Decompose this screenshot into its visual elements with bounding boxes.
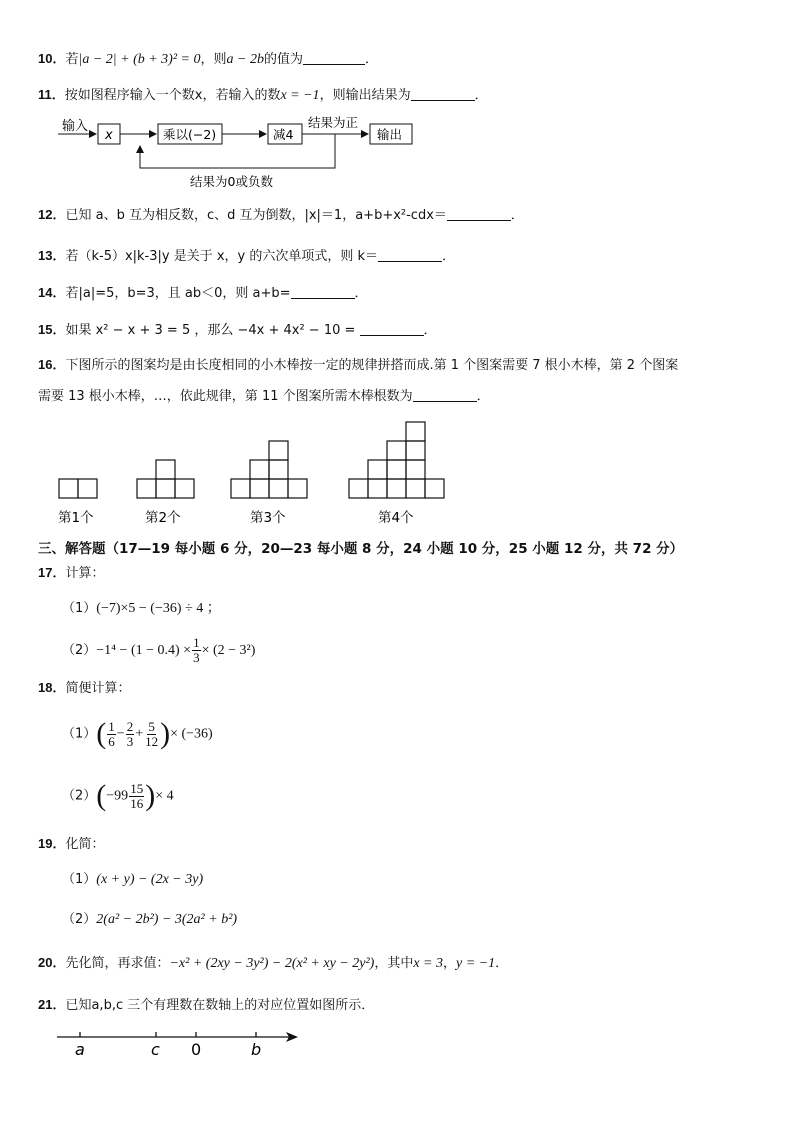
answer-blank	[378, 261, 442, 262]
q18-expr-1-tail: × (−36)	[170, 726, 213, 742]
flow-loop-label: 结果为0或负数	[190, 174, 273, 189]
q18-part-1: （1）( $\frac{1}{6}$ − $\frac{2}{3}$ + $\frac{5}{12}$ )× (−36)	[62, 717, 213, 750]
q11-condition: x = −1	[280, 88, 320, 103]
q17-expr-2a: −1⁴ − (1 − 0.4) ×	[96, 643, 192, 658]
pattern-1	[59, 479, 97, 498]
number-line-b: b	[251, 1040, 262, 1059]
q20-y-value: y = −1	[456, 956, 496, 971]
question-number: 16．	[38, 357, 66, 372]
q20-x-value: x = 3	[413, 956, 444, 971]
answer-blank	[413, 401, 477, 402]
q15-end: ．	[423, 323, 437, 338]
question-12	[38, 205, 524, 226]
q11-post: ，则输出结果为	[319, 88, 411, 103]
q18-expr-2-tail: × 4	[155, 788, 174, 804]
part-label: （2）	[62, 912, 97, 927]
section-heading: 三、解答题（17—19 每小题 6 分，20—23 每小题 8 分，24 小题 10 分，25 小题 12 分，共 72 分）	[38, 541, 684, 557]
question-number: 20．	[38, 955, 66, 970]
q12-end: ．	[510, 208, 524, 223]
number-line-zero: 0	[191, 1040, 202, 1059]
q16-line1: 下图所示的图案均是由长度相同的小木棒按一定的规律拼搭而成.第 1 个图案需要 7 根小木棒，第 2 个图案	[65, 358, 679, 373]
q20-text: 先化简，再求值：	[65, 956, 170, 971]
pattern-1-label: 第1个	[58, 510, 94, 526]
part-label: （1）	[62, 726, 97, 742]
question-18	[38, 678, 130, 699]
q10-end: ．	[364, 52, 378, 67]
q17-part-1	[62, 599, 221, 619]
question-20	[38, 953, 508, 974]
answer-blank	[303, 64, 365, 65]
part-label: （2）	[62, 643, 97, 658]
flow-x-label: x	[105, 128, 113, 143]
stick-patterns	[0, 415, 470, 530]
part-label: （1）	[62, 872, 97, 887]
q19-part-1	[62, 870, 203, 890]
q12-text: 已知 a、b 互为相反数，c、d 互为倒数，|x|＝1，a+b+x²-cdx＝	[65, 208, 447, 223]
pattern-2-label: 第2个	[145, 510, 181, 526]
q10-expression: |a − 2| + (b + 3)² = 0	[78, 52, 201, 67]
question-15	[38, 320, 437, 341]
question-number: 15．	[38, 322, 66, 337]
part-label: （2）	[62, 788, 97, 804]
q10-post: 的值为	[263, 52, 303, 67]
question-number: 12．	[38, 207, 66, 222]
q14-text: 若|a|=5，b=3，且 ab＜0，则 a+b=	[65, 286, 291, 301]
q17-expr-2b: × (2 − 3²)	[201, 643, 256, 658]
q14-end: ．	[354, 286, 368, 301]
question-number: 18．	[38, 680, 66, 695]
answer-blank	[411, 100, 475, 101]
question-14	[38, 283, 368, 304]
q20-post: ，其中	[374, 956, 414, 971]
pattern-4	[349, 422, 444, 498]
q16-end: ．	[476, 389, 490, 404]
question-number: 13．	[38, 248, 66, 263]
question-number: 10．	[38, 51, 66, 66]
question-number: 19．	[38, 836, 66, 851]
q19-expr-2: 2(a² − 2b²) − 3(2a² + b²)	[96, 912, 238, 927]
pattern-3-label: 第3个	[250, 510, 286, 526]
q18-part-2: （2）(−99 $\frac{15}{16}$ )× 4	[62, 779, 174, 812]
q18-title: 简便计算：	[65, 681, 131, 696]
q16-line2: 需要 13 根小木棒，…，依此规律，第 11 个图案所需木棒根数为	[38, 389, 413, 404]
question-21	[38, 995, 374, 1016]
flow-minus-label: 减4	[273, 127, 294, 142]
flow-input-label: 输入	[62, 119, 89, 134]
question-11	[38, 85, 488, 106]
question-number: 14．	[38, 285, 66, 300]
question-16-line1	[38, 355, 678, 376]
question-10	[38, 49, 378, 70]
fraction-one-third: $\frac{1}{3}$	[193, 635, 200, 665]
q11-text: 按如图程序输入一个数x，若输入的数	[64, 88, 281, 103]
flow-positive-label: 结果为正	[308, 115, 359, 130]
part-label: （1）	[62, 601, 97, 616]
question-16-line2	[38, 387, 490, 407]
q20-sep: ，	[443, 956, 457, 971]
answer-blank	[360, 335, 424, 336]
q15-text: 如果 x² − x + 3 = 5 ，那么 −4x + 4x² − 10 =	[65, 323, 360, 338]
q17-title: 计算：	[65, 566, 105, 581]
pattern-3	[231, 441, 307, 498]
q18-expr-2-head: −99	[106, 788, 129, 804]
question-19	[38, 834, 104, 855]
q20-end: ．	[495, 956, 509, 971]
flow-multiply-label: 乘以(−2)	[163, 127, 217, 142]
q17-expr-1: (−7)×5 − (−36) ÷ 4 ；	[96, 601, 221, 616]
flow-chart	[0, 110, 480, 195]
q19-title: 化简：	[65, 837, 105, 852]
pattern-2	[137, 460, 194, 498]
question-17	[38, 563, 104, 584]
question-number: 11．	[38, 87, 65, 102]
answer-blank	[291, 298, 355, 299]
q19-part-2	[62, 910, 237, 930]
q10-target: a − 2b	[226, 52, 264, 67]
q10-mid: ，则	[200, 52, 227, 67]
q11-end: ．	[474, 88, 488, 103]
pattern-4-label: 第4个	[378, 510, 414, 526]
q20-expression: −x² + (2xy − 3y²) − 2(x² + xy − 2y²)	[169, 956, 375, 971]
question-13	[38, 246, 455, 267]
q17-part-2	[62, 636, 255, 666]
flow-output-label: 输出	[377, 127, 403, 142]
question-number: 17．	[38, 565, 66, 580]
answer-blank	[447, 220, 511, 221]
number-line-a: a	[75, 1040, 85, 1059]
q13-text: 若（k-5）x|k-3|y 是关于 x，y 的六次单项式，则 k＝	[65, 249, 379, 264]
q13-end: ．	[442, 249, 456, 264]
q10-pre: 若	[65, 52, 79, 67]
q21-text: 已知a,b,c 三个有理数在数轴上的对应位置如图所示．	[65, 998, 375, 1013]
number-line-c: c	[151, 1040, 160, 1059]
number-line	[0, 1025, 320, 1065]
question-number: 21．	[38, 997, 66, 1012]
q19-expr-1: (x + y) − (2x − 3y)	[96, 872, 204, 887]
